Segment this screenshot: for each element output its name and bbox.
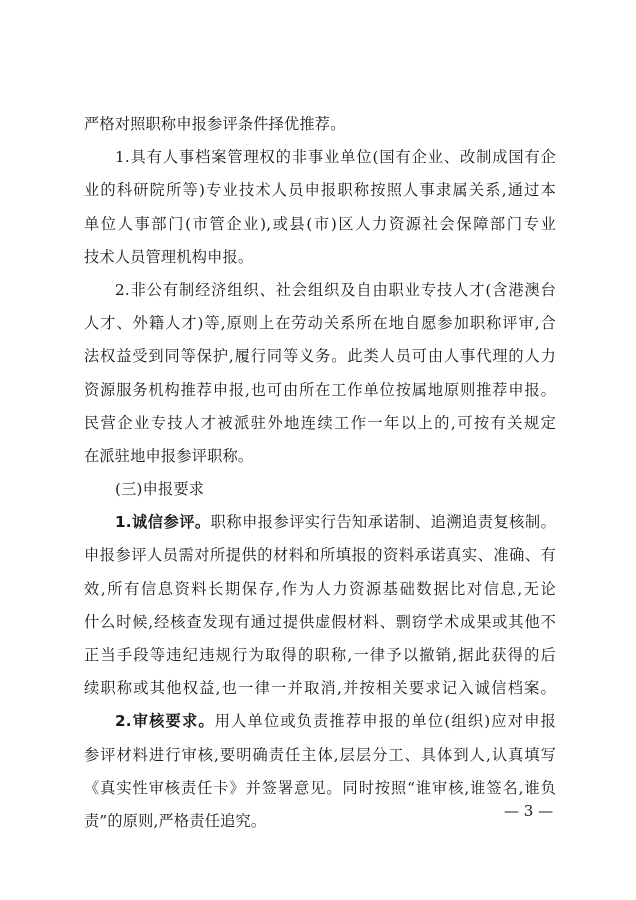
paragraph-item-2 [84,274,556,473]
paragraph-review [84,705,556,838]
paragraph-integrity [84,506,556,705]
text-line: 正当手段等违纪违规行为取得的职称,一律予以撤销,据此获得的后 [84,646,556,664]
text-line: 法权益受到同等保护,履行同等义务。此类人员可由人事代理的人力 [84,347,556,366]
text-line: 效,所有信息资料长期保存,作为人力资源基础数据比对信息,无论 [84,579,556,598]
lead-term: 2.审核要求。 [115,712,215,731]
text-line: 申报参评人员需对所提供的材料和所填报的资料承诺真实、准确、有 [84,546,556,565]
text-line: 《真实性审核责任卡》并签署意见。同时按照“谁审核,谁签名,谁负 [84,778,556,797]
text-line: 业的科研院所等)专业技术人员申报职称按照人事隶属关系,通过本 [84,181,556,200]
text-line: 1.具有人事档案管理权的非事业单位(国有企业、改制成国有企 [115,148,556,167]
text-line: 民营企业专技人才被派驻外地连续工作一年以上的,可按有关规定 [84,413,556,432]
paragraph-continuation [84,108,556,141]
page-number: — 3 — [504,802,554,820]
text-line: 参评材料进行审核,要明确责任主体,层层分工、具体到人,认真填写 [84,745,556,764]
text-line: 人才、外籍人才)等,原则上在劳动关系所在地自愿参加职称评审,合 [84,314,556,333]
text-line: 2.非公有制经济组织、社会组织及自由职业专技人才(含港澳台 [115,280,556,299]
text-line: 单位人事部门(市管企业),或县(市)区人力资源社会保障部门专业 [84,214,556,233]
text-line: 严格对照职称申报参评条件择优推荐。 [84,115,346,133]
paragraph-item-1 [84,141,556,274]
lead-term: 1.诚信参评。 [115,513,211,532]
text-line: 什么时候,经核查发现有通过提供虚假材料、剽窃学术成果或其他不 [84,612,556,631]
text-line: 资源服务机构推荐申报,也可由所在工作单位按属地原则推荐申报。 [84,380,556,399]
text-line: 责”的原则,严格责任追究。 [84,811,267,830]
lead-rest: 用人单位或负责推荐申报的单位(组织)应对申报 [214,712,556,731]
text-line: 在派驻地申报参评职称。 [84,446,254,465]
text-line: 续职称或其他权益,也一律一并取消,并按相关要求记入诚信档案。 [84,679,556,698]
lead-rest: 职称申报参评实行告知承诺制、追溯追责复核制。 [210,513,556,532]
text-line [84,705,556,738]
document-body [84,108,556,838]
section-heading: (三)申报要求 [115,480,205,499]
section-heading-3 [84,473,556,506]
text-line: 技术人员管理机构申报。 [84,247,254,266]
text-line [84,506,556,539]
